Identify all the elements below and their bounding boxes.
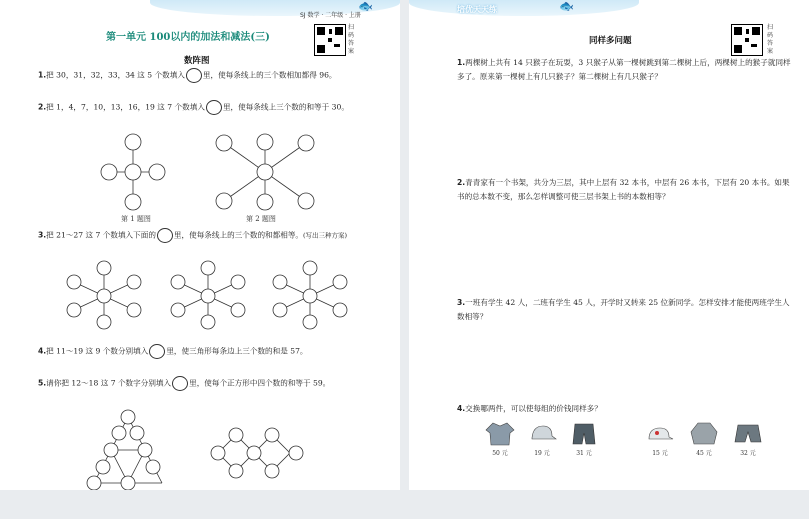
shorts-icon: [569, 420, 599, 446]
question-5: 5.请你把 12～18 这 7 个数字分别填入 里，使每个正方形中四个数的和等于 59。: [38, 376, 373, 391]
banner-title: 培优天天练: [457, 5, 497, 14]
figure-3-star-b: [168, 260, 248, 330]
question-1: 1.两棵树上共有 14 只猴子在玩耍，3 只猴子从第一棵树跳到第二棵树上后，两棵树上的猴子就同样多了。原来第一棵树上有几只猴子？第二棵树上有几只猴子？: [457, 58, 791, 81]
figure-3-star-a: [64, 260, 144, 330]
figure-3-star-c: [270, 260, 350, 330]
blank-circle-icon: [149, 344, 165, 359]
page-header: SJ 数学 · 二年级 · 上册: [300, 12, 361, 19]
section-title: 同样多问题: [589, 36, 632, 46]
question-4: 4.把 11～19 这 9 个数分别填入 里，使三角形每条边上三个数的和是 57。: [38, 344, 373, 359]
price-shorts: 31 元: [576, 450, 592, 457]
hat-icon: [645, 420, 675, 446]
item-hat: [643, 420, 677, 457]
item-pants: [731, 420, 765, 457]
question-2: 2.青青家有一个书架，共分为三层，其中上层有 32 本书，中层有 26 本书，下层有 20 本书。如果书的总本数不变，那么怎样调整可使三层书架上书的本数相等？: [457, 178, 790, 201]
price-jacket: 50 元: [492, 450, 508, 457]
item-jacket: [483, 420, 517, 457]
blank-circle-icon: [186, 68, 202, 83]
blank-circle-icon: [157, 228, 173, 243]
item-shorts: [567, 420, 601, 457]
left-page: [0, 0, 400, 490]
figure-2-star: [216, 133, 314, 211]
caption-fig-1: 第 1 题图: [121, 215, 151, 223]
blank-circle-icon: [206, 100, 222, 115]
fish-icon: 🐟: [559, 0, 574, 13]
figure-5-squares: [208, 425, 308, 481]
pants-icon: [733, 420, 763, 446]
question-3: 3.把 21～27 这 7 个数填入下面的 里，使每条线上的三个数的和都相等。(写出三种方案): [38, 228, 373, 243]
header-wave: [409, 0, 639, 16]
section-title: 数阵图: [184, 56, 210, 66]
qr-code-icon: [731, 24, 763, 56]
qr-label: 扫码答案: [348, 24, 355, 55]
price-cap: 19 元: [534, 450, 550, 457]
unit-title: 第一单元 100以内的加法和减法(三): [106, 32, 270, 43]
qr-label: 扫码答案: [767, 24, 774, 55]
question-4: 4.交换哪两件，可以使每组的价钱同样多？: [457, 404, 602, 413]
item-sweater: [687, 420, 721, 457]
footer-strip: [0, 490, 809, 519]
sweater-icon: [689, 420, 719, 446]
item-cap: [525, 420, 559, 457]
right-page: [409, 0, 809, 490]
price-sweater: 45 元: [696, 450, 712, 457]
question-3: 3.一班有学生 42 人，二班有学生 45 人，开学时又转来 25 位新同学。怎样安排才能使两班学生人数相等？: [457, 298, 790, 321]
question-2: 2.把 1，4，7，10，13，16，19 这 7 个数填入 里，使每条线上三个数的和等于 30。: [38, 100, 373, 115]
cap-icon: [527, 420, 557, 446]
price-hat: 15 元: [652, 450, 668, 457]
figure-4-triangle: [86, 410, 170, 490]
caption-fig-2: 第 2 题图: [246, 215, 276, 223]
price-pants: 32 元: [740, 450, 756, 457]
figure-1-cross: [103, 133, 163, 211]
qr-code-icon: [314, 24, 346, 56]
jacket-icon: [485, 420, 515, 446]
blank-circle-icon: [172, 376, 188, 391]
fish-icon: 🐟: [358, 0, 373, 13]
question-1: 1.把 30，31，32，33，34 这 5 个数填入 里，使每条线上的三个数相加都得 96。: [38, 68, 373, 83]
